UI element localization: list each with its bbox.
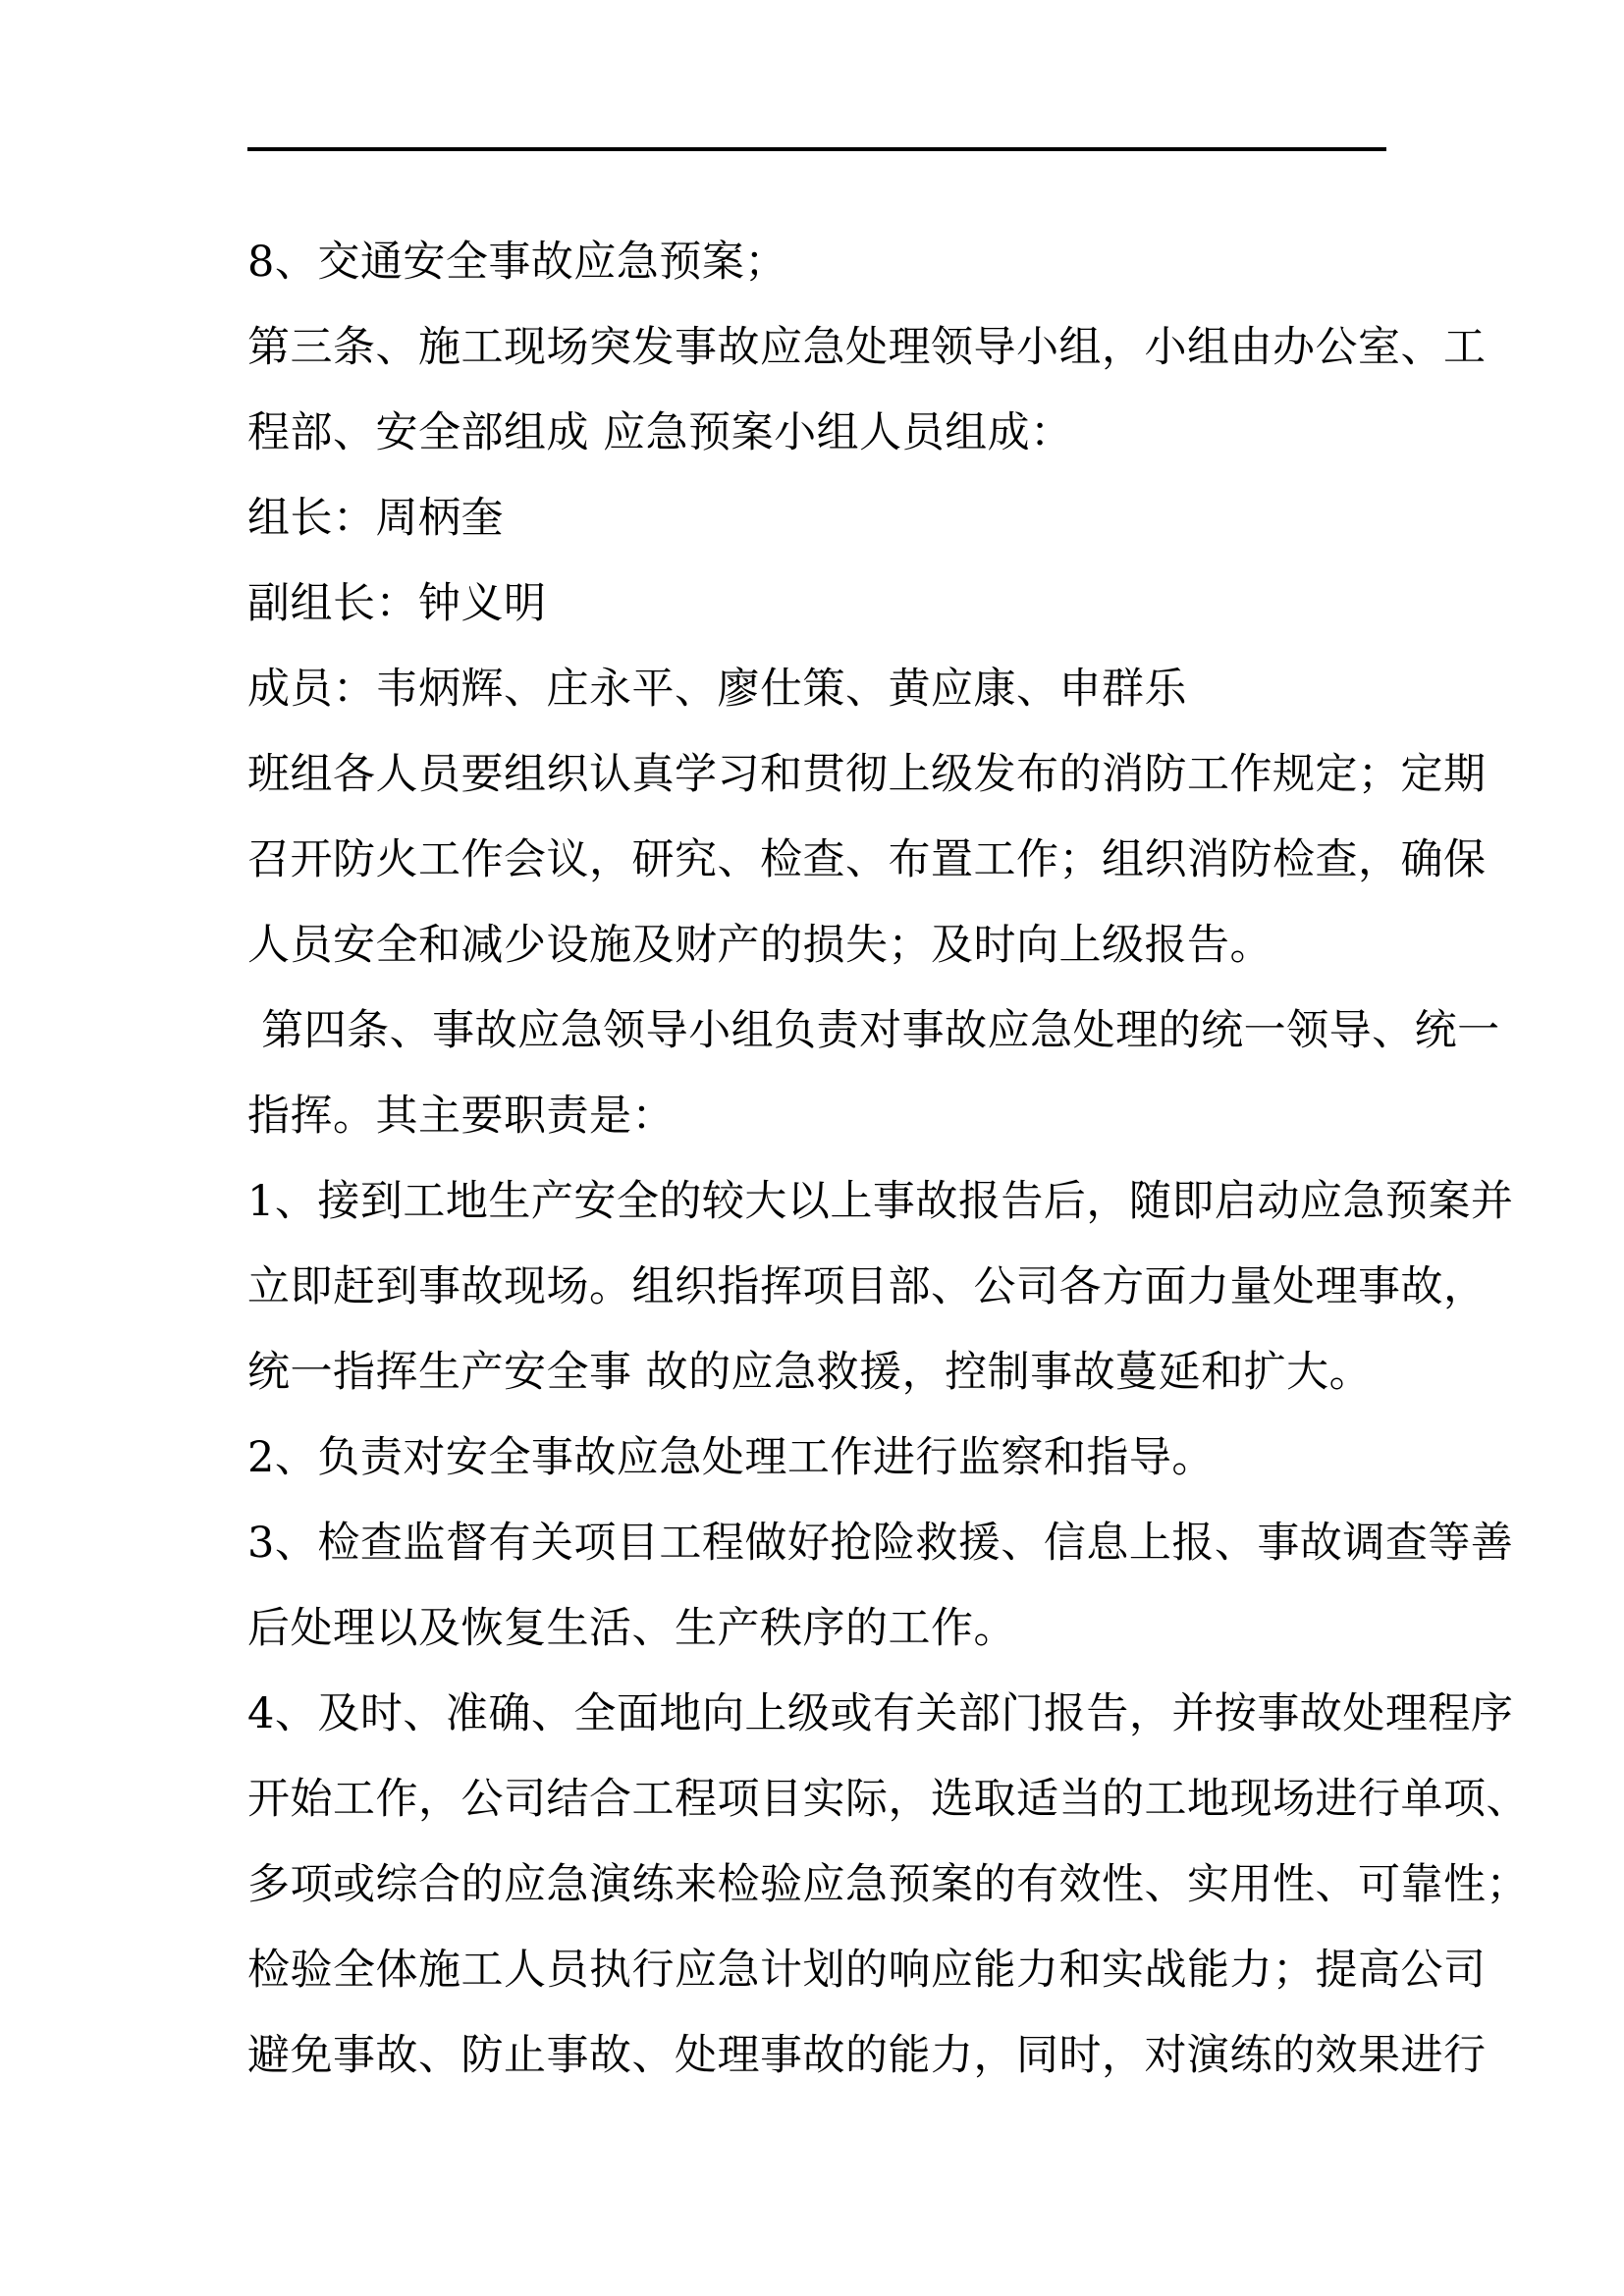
text-line: 副组长：钟义明 [247,579,547,628]
text-line: 统一指挥生产安全事 故的应急救援，控制事故蔓延和扩大。 [247,1348,1373,1397]
text-line: 后处理以及恢复生活、生产秩序的工作。 [247,1604,1016,1653]
text-line: 组长：周柄奎 [247,494,504,543]
text-line: 立即赶到事故现场。组织指挥项目部、公司各方面力量处理事故， [247,1262,1487,1311]
text-line: 多项或综合的应急演练来检验应急预案的有效性、实用性、可靠性； [247,1860,1529,1909]
text-line: 检验全体施工人员执行应急计划的响应能力和实战能力；提高公司 [247,1946,1487,1995]
text-line: 班组各人员要组织认真学习和贯彻上级发布的消防工作规定；定期 [247,750,1487,799]
text-line: 第三条、施工现场突发事故应急处理领导小组，小组由办公室、工 [247,323,1487,372]
text-line: 避免事故、防止事故、处理事故的能力，同时，对演练的效果进行 [247,2031,1487,2080]
text-line: 3、检查监督有关项目工程做好抢险救援、信息上报、事故调查等善 [247,1519,1514,1568]
text-line: 开始工作，公司结合工程项目实际，选取适当的工地现场进行单项、 [247,1775,1529,1824]
text-line: 1、接到工地生产安全的较大以上事故报告后，随即启动应急预案并 [247,1177,1514,1226]
document-body [247,220,1529,2099]
text-line: 4、及时、准确、全面地向上级或有关部门报告，并按事故处理程序 [247,1689,1514,1738]
text-line: 召开防火工作会议，研究、检查、布置工作；组织消防检查，确保 [247,835,1487,884]
text-line: 8、交通安全事故应急预案； [247,238,787,287]
text-line: 程部、安全部组成 应急预案小组人员组成： [247,408,1073,457]
text-line: 第四条、事故应急领导小组负责对事故应急处理的统一领导、统一 [247,1006,1500,1055]
text-line: 成员：韦炳辉、庄永平、廖仕策、黄应康、申群乐 [247,665,1187,714]
text-line: 2、负责对安全事故应急处理工作进行监察和指导。 [247,1433,1215,1482]
text-line: 指挥。其主要职责是： [247,1092,675,1141]
header-rule [247,147,1386,151]
text-line: 人员安全和减少设施及财产的损失；及时向上级报告。 [247,921,1272,970]
